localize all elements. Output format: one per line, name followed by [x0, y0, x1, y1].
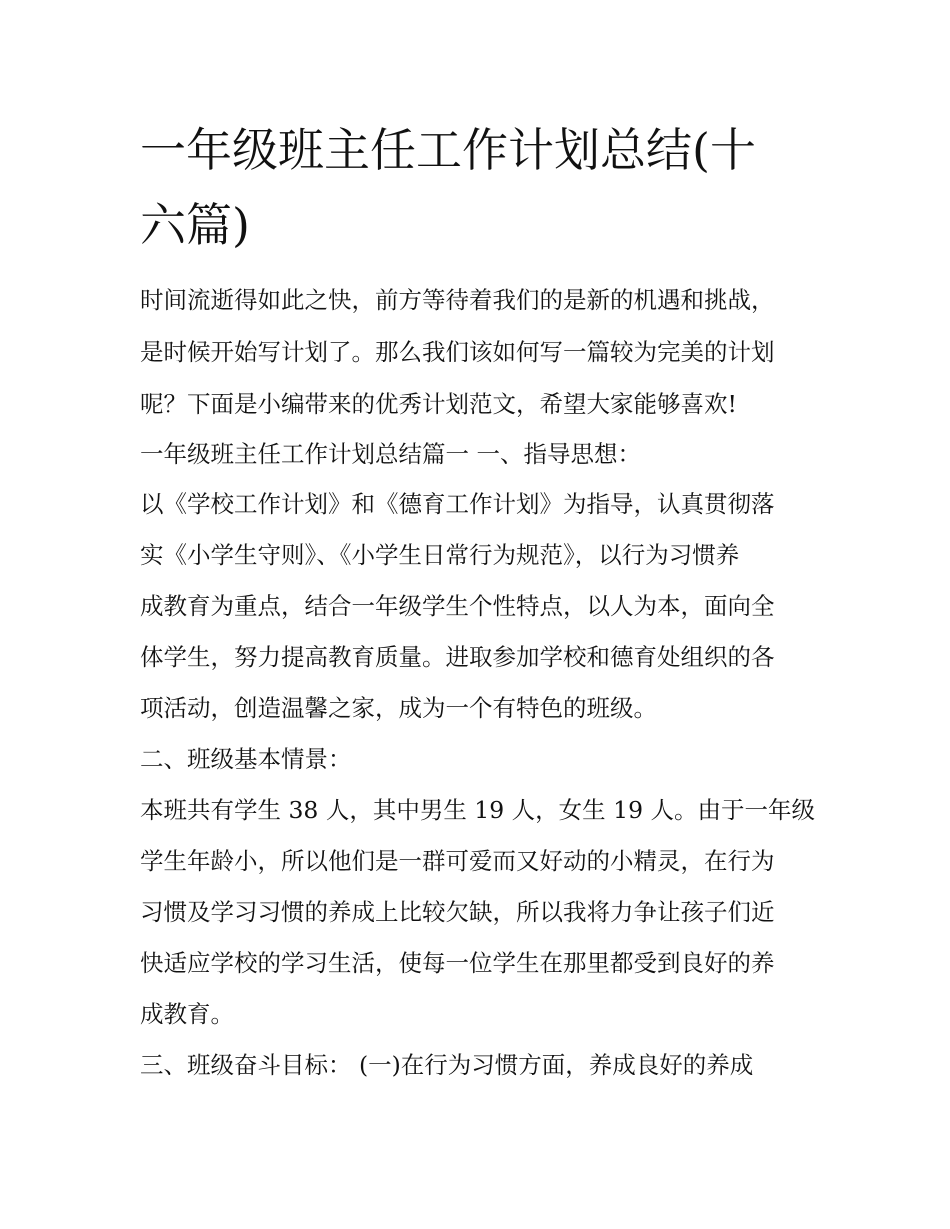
paragraph-line: 成教育为重点，结合一年级学生个性特点，以人为本，面向全: [140, 592, 775, 620]
paragraph-line: 习惯及学习习惯的养成上比较欠缺，所以我将力争让孩子们近: [140, 898, 775, 926]
paragraph-line: 学生年龄小，所以他们是一群可爱而又好动的小精灵，在行为: [140, 847, 775, 875]
section-heading-line: 一年级班主任工作计划总结篇一 一、指导思想：: [140, 440, 641, 468]
paragraph-line: 快适应学校的学习生活，使每一位学生在那里都受到良好的养: [140, 949, 775, 977]
document-title-line-2: 六篇): [140, 198, 250, 252]
paragraph-line: 本班共有学生 38 人，其中男生 19 人，女生 19 人。由于一年级: [140, 796, 816, 824]
section-heading-line: 三、班级奋斗目标： (一)在行为习惯方面，养成良好的养成: [140, 1051, 754, 1079]
paragraph-line: 呢？下面是小编带来的优秀计划范文，希望大家能够喜欢!: [140, 390, 737, 418]
paragraph-line: 成教育。: [140, 1000, 234, 1028]
paragraph-line: 实《小学生守则》、《小学生日常行为规范》，以行为习惯养: [140, 541, 740, 569]
paragraph-line: 是时候开始写计划了。那么我们该如何写一篇较为完美的计划: [140, 338, 775, 366]
document-title-line-1: 一年级班主任工作计划总结(十: [140, 123, 756, 177]
paragraph-line: 以《学校工作计划》和《德育工作计划》为指导，认真贯彻落: [140, 490, 775, 518]
paragraph-line: 体学生，努力提高教育质量。进取参加学校和德育处组织的各: [140, 643, 775, 671]
section-heading-line: 二、班级基本情景：: [140, 745, 352, 773]
paragraph-line: 时间流逝得如此之快，前方等待着我们的是新的机遇和挑战，: [140, 286, 775, 314]
paragraph-line: 项活动，创造温馨之家，成为一个有特色的班级。: [140, 694, 657, 722]
